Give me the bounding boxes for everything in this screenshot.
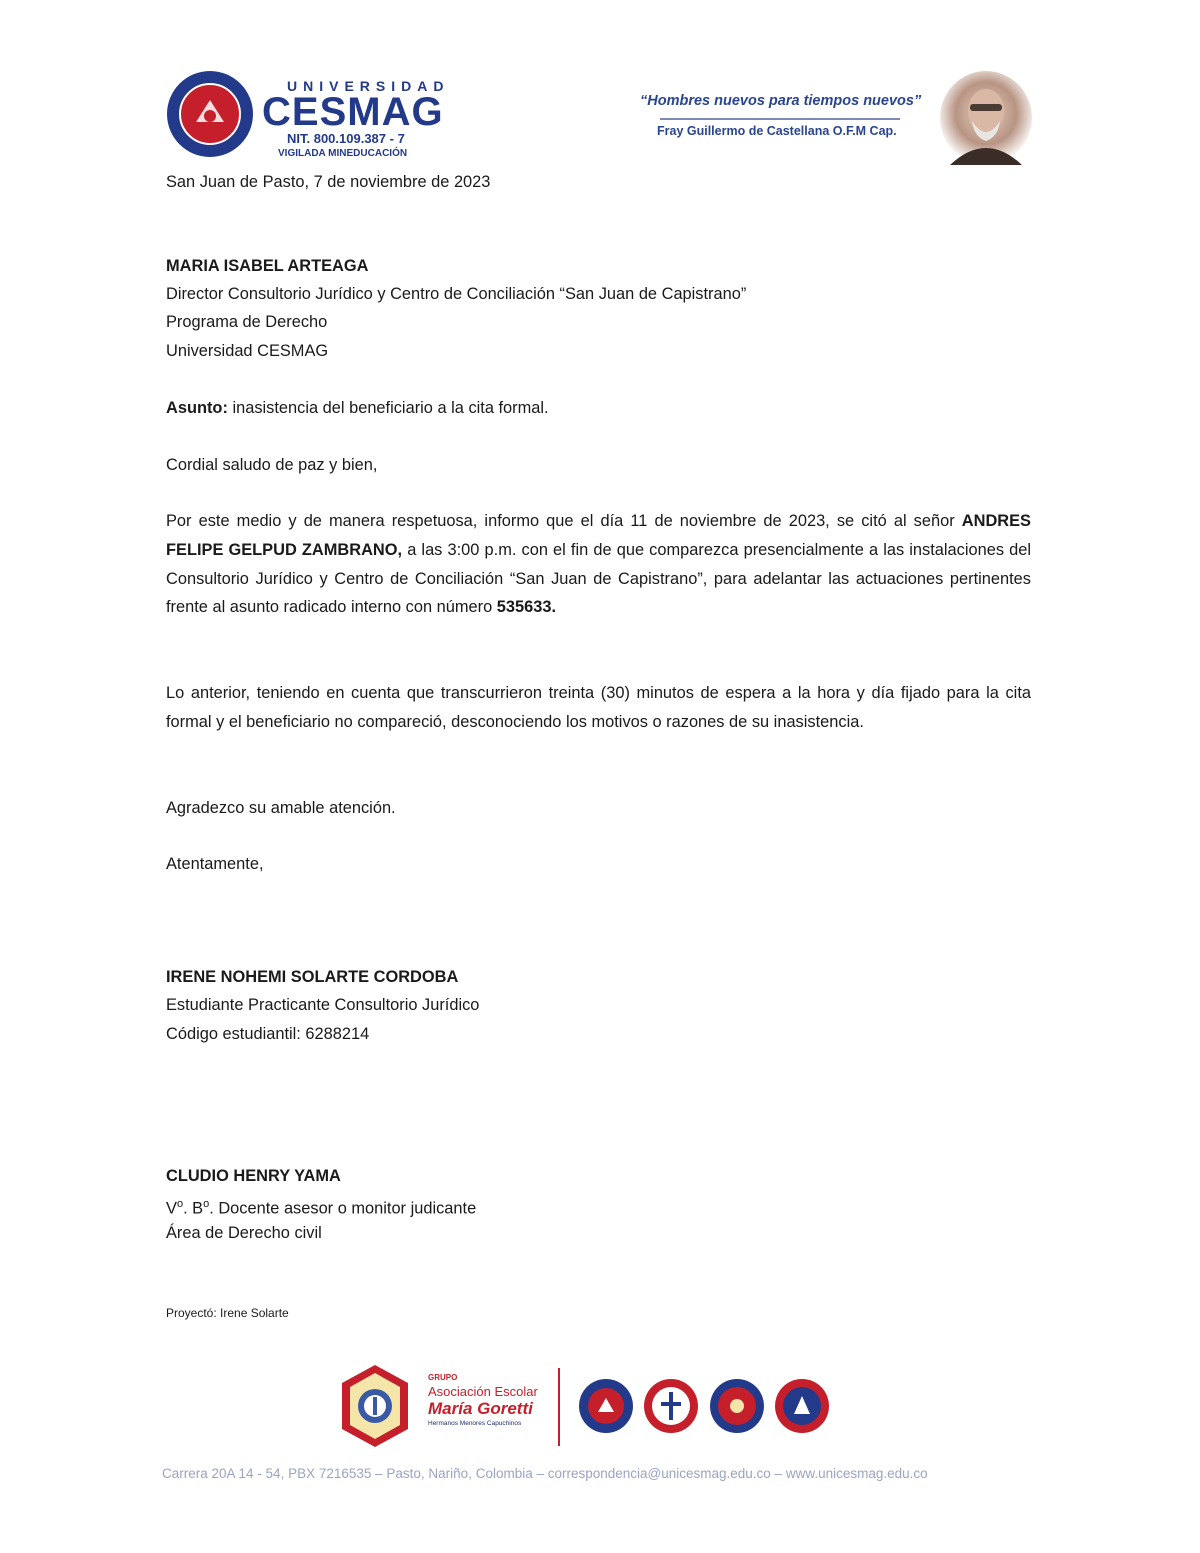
hermanos-label: Hermanos Menores Capuchinos (428, 1420, 522, 1427)
paragraph-1-intro: Por este medio y de manera respetuosa, informo que el día 11 de noviembre de 2023, se citó al señor (166, 512, 962, 530)
signer2-name: CLUDIO HENRY YAMA (166, 1167, 341, 1185)
school-badge-1 (578, 1378, 634, 1434)
university-nit: NIT. 800.109.387 - 7 (287, 131, 405, 146)
asociacion-seal-logo (340, 1363, 410, 1449)
university-name: CESMAG (262, 90, 444, 134)
subject-label: Asunto: (166, 399, 228, 417)
closing: Atentamente, (166, 855, 264, 873)
greeting: Cordial saludo de paz y bien, (166, 456, 378, 474)
signer2-area: Área de Derecho civil (166, 1224, 322, 1242)
signer2-role-v: V (166, 1199, 177, 1218)
motto-divider (660, 118, 900, 120)
signer1-name: IRENE NOHEMI SOLARTE CORDOBA (166, 968, 459, 986)
beneficiary-name: ANDRES FELIPE GELPUD ZAMBRANO, (166, 512, 1031, 559)
school-badge-4 (774, 1378, 830, 1434)
subject-line (166, 394, 549, 423)
vigilada-label: VIGILADA MINEDUCACIÓN (278, 148, 408, 159)
recipient-title: Director Consultorio Jurídico y Centro de Conciliación “San Juan de Capistrano” (166, 285, 747, 303)
thanks-line: Agradezco su amable atención. (166, 799, 396, 817)
signer1-role: Estudiante Practicante Consultorio Jurídico (166, 996, 480, 1014)
signer2-role: $V^o$. $B^o$. Docente asesor o monitor judicante (166, 1198, 477, 1218)
footer-address: Carrera 20A 14 - 54, PBX 7216535 – Pasto, Nariño, Colombia – correspondencia@unicesmag.edu.co – www.unicesmag.edu.co (162, 1466, 928, 1481)
signer2-role-b: . B (183, 1199, 204, 1218)
footer-divider (558, 1368, 560, 1446)
date-line: San Juan de Pasto, 7 de noviembre de 2023 (166, 173, 491, 191)
school-badge-2 (643, 1378, 699, 1434)
paragraph-1 (166, 507, 1031, 622)
asociacion-label: Asociación Escolar (428, 1384, 538, 1399)
university-label: UNIVERSIDAD (287, 78, 450, 94)
grupo-label: GRUPO (428, 1373, 458, 1382)
paragraph-2: Lo anterior, teniendo en cuenta que transcurrieron treinta (30) minutos de espera a la hora y día fijado para la cita formal y el beneficiario no compareció, desconociendo los motivos o razones de su inasistencia. (166, 684, 1031, 731)
recipient-name: MARIA ISABEL ARTEAGA (166, 257, 369, 275)
recipient-program: Programa de Derecho (166, 313, 328, 331)
founder-name: Fray Guillermo de Castellana O.F.M Cap. (657, 124, 897, 138)
founder-portrait (940, 71, 1032, 165)
paragraph-1-body: a las 3:00 p.m. con el fin de que comparezca presencialmente a las instalaciones del Consultorio Jurídico y Centro de Conciliación “San Juan de Capistrano”, para adelantar las actuaciones pertinentes frente al asunto radicado interno con número (166, 540, 1032, 617)
goretti-label: María Goretti (428, 1399, 533, 1418)
case-number: 535633. (496, 598, 556, 617)
projected-by: Proyectó: Irene Solarte (166, 1306, 289, 1320)
motto: “Hombres nuevos para tiempos nuevos” (640, 93, 922, 109)
signer1-code: Código estudiantil: 6288214 (166, 1025, 370, 1043)
school-badge-3 (709, 1378, 765, 1434)
signer2-role-text: . Docente asesor o monitor judicante (209, 1199, 477, 1218)
university-seal-logo (166, 70, 254, 158)
recipient-institution: Universidad CESMAG (166, 342, 329, 360)
subject-text: inasistencia del beneficiario a la cita formal. (227, 399, 549, 417)
